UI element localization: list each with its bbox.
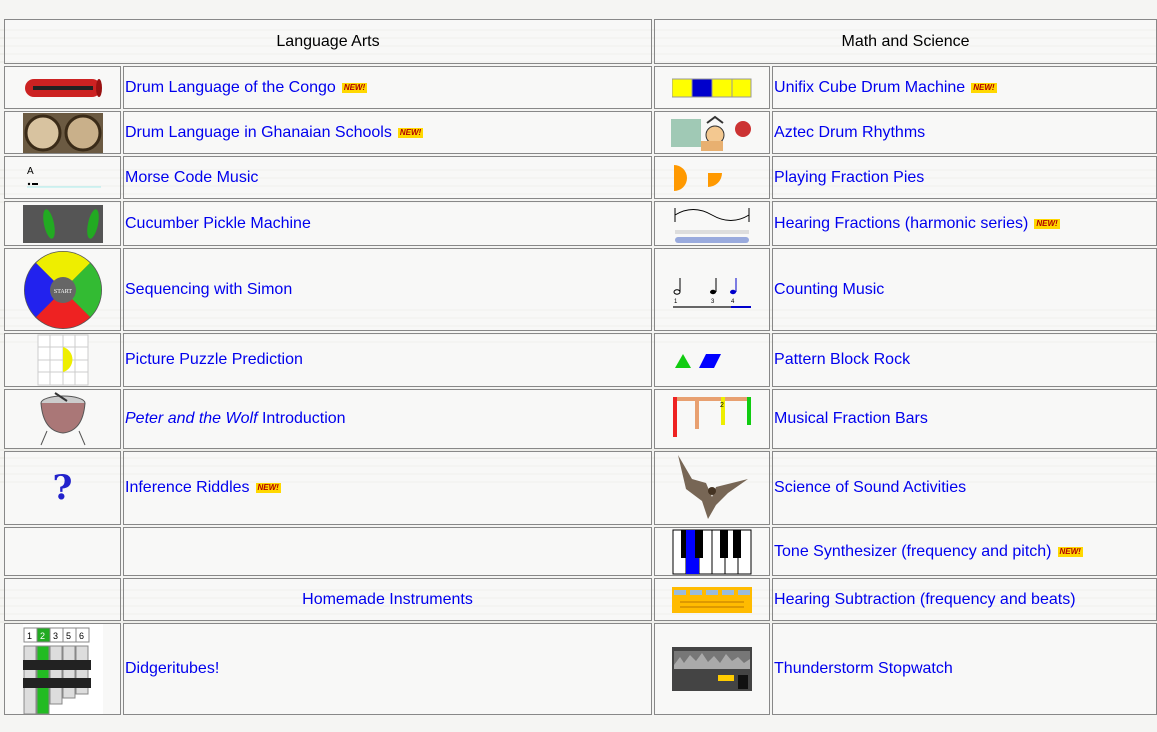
new-badge: NEW! [257,483,279,492]
fraction-pies-cell [772,156,1157,199]
question-mark-icon[interactable] [4,451,121,525]
tube-number: 2 [39,631,45,641]
pattern-blocks-icon[interactable] [654,333,770,387]
unifix-drum-cell [772,66,1157,109]
hearing-subtraction-cell [772,578,1157,621]
ghana-drums-icon[interactable] [4,111,121,154]
tube-number: 5 [65,631,71,641]
playing-fraction-pies-link[interactable]: Playing Fraction Pies [774,168,925,186]
peter-wolf-cell [123,389,652,449]
simon-cell [123,248,652,331]
inference-riddles-link[interactable]: Inference Riddles [125,479,250,496]
inference-riddles-cell [123,451,652,525]
fraction-bar-digit: 2 [720,402,724,409]
hearing-subtraction-link[interactable]: Hearing Subtraction (frequency and beats) [774,590,1076,608]
drum-language-ghana-cell [123,111,652,154]
stopwatch-icon[interactable] [654,623,770,715]
didgeritubes-icon[interactable] [4,623,121,715]
drum-language-congo-cell [123,66,652,109]
activities-table [2,17,1157,717]
note-digit: 4 [731,298,735,305]
puzzle-grid-icon[interactable] [4,333,121,387]
pattern-block-rock-link[interactable]: Pattern Block Rock [774,351,911,368]
new-badge: NEW! [399,127,422,137]
drum-language-ghana-link[interactable]: Drum Language in Ghanaian Schools [125,123,392,141]
morse-letter: A [26,165,34,177]
tube-number: 1 [26,631,32,641]
hearing-fractions-link[interactable]: Hearing Fractions (harmonic series) [774,214,1029,232]
empty-icon-cell [4,527,121,576]
aztec-drum-cell [772,111,1157,154]
pickle-icon[interactable] [4,201,121,246]
unifix-cube-drum-machine-link[interactable]: Unifix Cube Drum Machine [774,78,966,96]
picture-puzzle-cell [123,333,652,387]
new-badge: NEW! [1036,218,1058,228]
tone-synth-cell [772,527,1157,576]
thunderstorm-cell [772,623,1157,715]
simon-start-label: START [53,288,72,295]
hearing-fractions-cell [772,201,1157,246]
empty-icon-cell [4,578,121,621]
morse-code-icon[interactable] [4,156,121,199]
peter-wolf-italic-title: Peter and the Wolf [125,410,258,427]
drum-language-congo-link[interactable]: Drum Language of the Congo [125,78,336,96]
math-science-header: Math and Science [654,19,1157,64]
music-notes-icon[interactable] [654,248,770,331]
tube-number: 6 [78,631,84,641]
new-badge: NEW! [1059,546,1081,556]
fraction-pie-icon[interactable] [654,156,770,199]
peter-and-the-wolf-link[interactable] [124,410,346,427]
counting-music-cell [772,248,1157,331]
sequencing-with-simon-link[interactable]: Sequencing with Simon [125,280,293,298]
science-of-sound-link[interactable]: Science of Sound Activities [774,479,967,496]
tone-synthesizer-link[interactable]: Tone Synthesizer (frequency and pitch) [774,542,1052,560]
fraction-bars-icon[interactable] [654,389,770,449]
morse-code-cell [123,156,652,199]
homemade-instruments-cell [123,578,652,621]
beats-panel-icon[interactable] [654,578,770,621]
question-mark-glyph: ? [52,468,73,508]
thunderstorm-stopwatch-link[interactable]: Thunderstorm Stopwatch [774,660,953,677]
aztec-drum-rhythms-link[interactable]: Aztec Drum Rhythms [774,123,926,141]
didgeritubes-cell [123,623,652,715]
picture-puzzle-prediction-link[interactable]: Picture Puzzle Prediction [125,351,303,368]
pickle-machine-cell [123,201,652,246]
slit-drum-icon[interactable] [4,66,121,109]
aztec-drummer-icon[interactable] [654,111,770,154]
fraction-bars-cell [772,389,1157,449]
homemade-instruments-link[interactable]: Homemade Instruments [302,590,473,608]
unifix-cubes-icon[interactable] [654,66,770,109]
new-badge: NEW! [343,82,366,92]
new-badge: NEW! [973,82,995,92]
language-arts-header: Language Arts [4,19,652,64]
science-sound-cell [772,451,1157,525]
morse-code-music-link[interactable]: Morse Code Music [125,168,259,186]
empty-title-cell [123,527,652,576]
harmonic-series-icon[interactable] [654,201,770,246]
didgeritubes-link[interactable]: Didgeritubes! [125,660,220,677]
pattern-block-cell [772,333,1157,387]
tube-number: 3 [52,631,58,641]
note-digit: 3 [711,298,715,305]
peter-wolf-title-rest: Introduction [257,410,346,427]
note-digit: 1 [674,298,678,305]
piano-keys-icon[interactable] [654,527,770,576]
musical-fraction-bars-link[interactable]: Musical Fraction Bars [774,410,928,427]
bat-icon[interactable] [654,451,770,525]
cucumber-pickle-machine-link[interactable]: Cucumber Pickle Machine [125,214,311,232]
timpani-icon[interactable] [4,389,121,449]
counting-music-link[interactable]: Counting Music [774,280,885,298]
simon-game-icon[interactable] [4,248,121,331]
